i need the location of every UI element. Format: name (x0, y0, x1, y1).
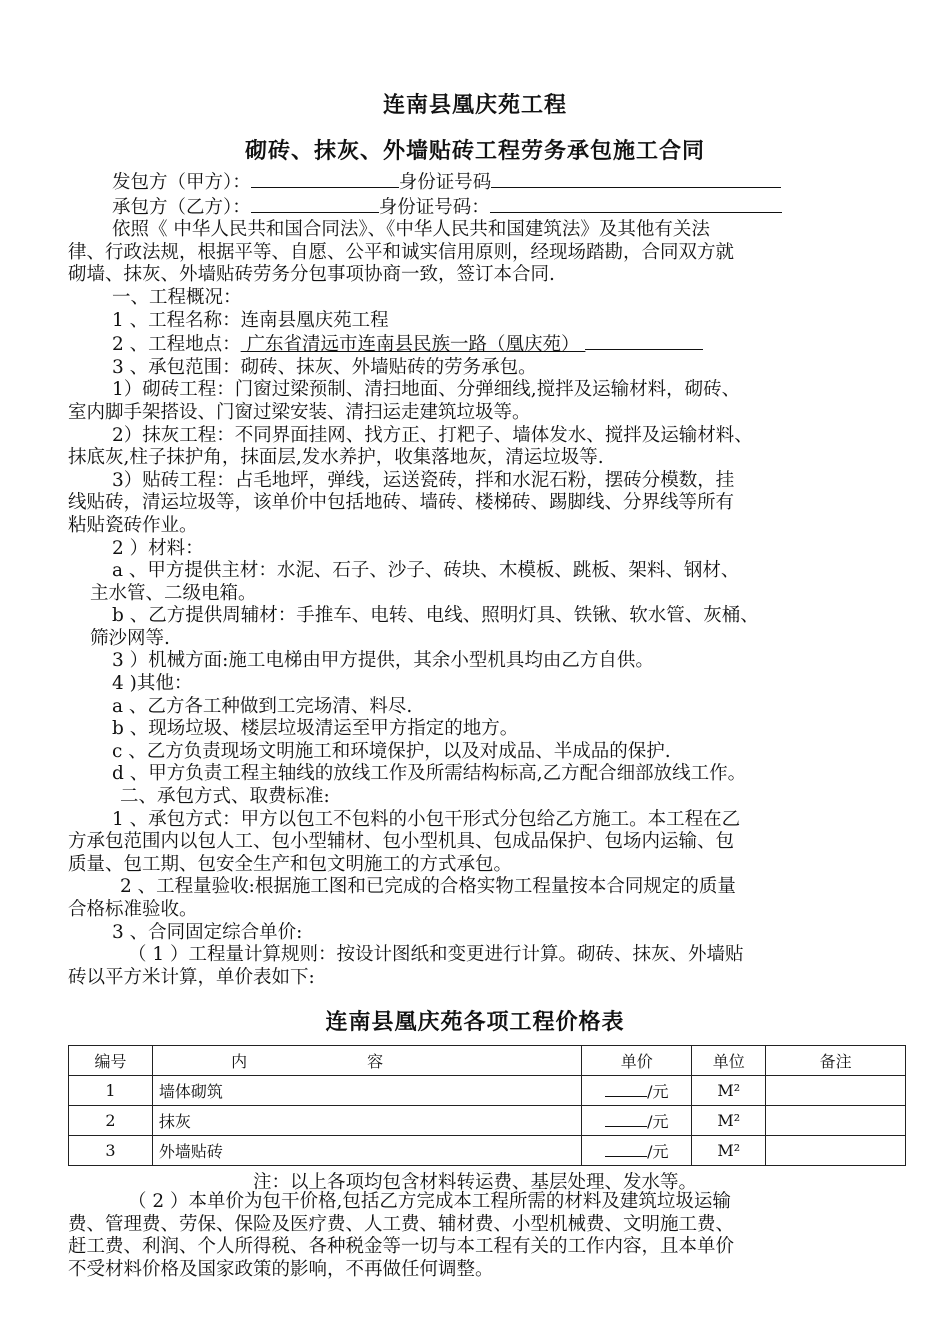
price-table-header (69, 1046, 906, 1076)
clause2-text: 不受材料价格及国家政策的影响，不再做任何调整。 (68, 1258, 494, 1280)
unit-price-suffix: /元 (647, 1112, 669, 1131)
unit-price-blank[interactable] (605, 1082, 647, 1097)
price-table (68, 1045, 906, 1166)
contract-title: 砌砖、抹灰、外墙贴砖工程劳务承包施工合同 (244, 139, 705, 164)
party-b-id-label: 身份证号码： (378, 196, 490, 218)
scope-text: 抹底灰,柱子抹护角，抹面层,发水养护，收集落地灰，清运垃圾等. (68, 447, 604, 469)
row-unit: M² (692, 1136, 766, 1166)
row-unit-price (582, 1076, 692, 1106)
party-a-name-blank[interactable] (251, 170, 399, 188)
materials-text: 筛沙网等. (90, 627, 170, 649)
section2-text: 砖以平方米计算，单价表如下: (68, 966, 315, 988)
row-item: 抹灰 (152, 1106, 581, 1136)
scope-text: 1）砌砖工程：门窗过梁预制、清扫地面、分弹细线,搅拌及运输材料，砌砖、 (112, 379, 741, 401)
row-number: 3 (69, 1136, 153, 1166)
project-scope-value: 砌砖、抹灰、外墙贴砖的劳务承包。 (240, 356, 537, 378)
contract-body (68, 170, 888, 989)
scope-text: 室内脚手架搭设、门窗过梁安装、清扫运走建筑垃圾等。 (68, 401, 531, 423)
row-unit-price (582, 1106, 692, 1136)
row-number: 1 (69, 1076, 153, 1106)
section1-heading: 一、工程概况： (112, 286, 242, 308)
price-table-title: 连南县凰庆苑各项工程价格表 (325, 1010, 625, 1035)
other-text: b 、现场垃圾、楼层垃圾清运至甲方指定的地方。 (112, 718, 519, 740)
row-unit: M² (692, 1076, 766, 1106)
unit-price-blank[interactable] (605, 1112, 647, 1127)
intro-line: 砌墙、抹灰、外墙贴砖劳务分包事项协商一致，签订本合同. (68, 264, 555, 286)
party-b-label: 承包方（乙方）： (112, 196, 251, 218)
project-site-line (68, 332, 888, 357)
section2-text: 质量、包工期、包安全生产和包文明施工的方式承包。 (68, 853, 513, 875)
row-remark[interactable] (766, 1076, 906, 1106)
party-a-label: 发包方（甲方）： (112, 172, 251, 193)
header-unit-price: 单价 (582, 1046, 692, 1076)
project-site-underline (585, 332, 703, 350)
scope-text: 粘贴瓷砖作业。 (68, 514, 198, 536)
scope-text: 线贴砖，清运垃圾等，该单价中包括地砖、墙砖、楼梯砖、踢脚线、分界线等所有 (68, 492, 735, 514)
project-site-value: 广东省清远市连南县民族一路（凰庆苑） (240, 334, 586, 356)
section2-heading: 二、承包方式、取费标准: (120, 786, 330, 808)
header-remarks: 备注 (766, 1046, 906, 1076)
intro-line: 依照《 中华人民共和国合同法》、《中华人民共和国建筑法》及其他有关法 (112, 219, 710, 241)
clause2-text: （ 2 ）本单价为包干价格,包括乙方完成本工程所需的材料及建筑垃圾运输 (128, 1191, 731, 1212)
project-scope-label: 3 、承包范围： (112, 356, 241, 378)
row-remark[interactable] (766, 1136, 906, 1166)
party-b-line (68, 195, 888, 220)
materials-text: 主水管、二级电箱。 (90, 582, 257, 604)
intro-line: 律、行政法规，根据平等、自愿、公平和诚实信用原则，经现场踏勘，合同双方就 (68, 241, 735, 263)
materials-text: b 、乙方提供周辅材：手推车、电转、电线、照明灯具、铁锹、软水管、灰桶、 (112, 605, 759, 627)
row-item: 墙体砌筑 (152, 1076, 581, 1106)
other-text: a 、乙方各工种做到工完场清、料尽. (112, 695, 413, 717)
section2-text: （ 1 ）工程量计算规则：按设计图纸和变更进行计算。砌砖、抹灰、外墙贴 (128, 944, 744, 966)
clause2-body (68, 1191, 888, 1281)
scope-text: 2）抹灰工程：不同界面挂网、找方正、打粑子、墙体发水、搅拌及运输材料、 (112, 424, 753, 446)
header-content: 内容 (152, 1046, 581, 1076)
other-text: d 、甲方负责工程主轴线的放线工作及所需结构标高,乙方配合细部放线工作。 (112, 763, 747, 785)
party-a-id-blank[interactable] (491, 170, 781, 188)
unit-price-blank[interactable] (605, 1142, 647, 1157)
unit-price-suffix: /元 (647, 1142, 669, 1161)
row-item: 外墙贴砖 (152, 1136, 581, 1166)
materials-text: a 、甲方提供主材：水泥、石子、沙子、砖块、木模板、跳板、架料、钢材、 (112, 560, 740, 582)
row-remark[interactable] (766, 1106, 906, 1136)
table-row (69, 1106, 906, 1136)
section2-text: 2 、工程量验收:根据施工图和已完成的合格实物工程量按本合同规定的质量 (120, 876, 736, 898)
section2-text: 合格标准验收。 (68, 899, 198, 920)
other-text: c 、乙方负责现场文明施工和环境保护，以及对成品、半成品的保护. (112, 740, 671, 762)
project-name-value: 连南县凰庆苑工程 (240, 309, 389, 331)
header-number: 编号 (69, 1046, 153, 1076)
party-a-line (68, 170, 888, 195)
section2-text: 3 、合同固定综合单价: (112, 921, 303, 943)
clause2-text: 费、管理费、劳保、保险及医疗费、人工费、辅材费、小型机械费、文明施工费、 (68, 1213, 735, 1235)
row-unit-price (582, 1136, 692, 1166)
header-unit: 单位 (692, 1046, 766, 1076)
scope-text: 3）贴砖工程：占毛地坪，弹线，运送瓷砖，拌和水泥石粉，摆砖分模数，挂 (112, 469, 735, 491)
row-unit: M² (692, 1106, 766, 1136)
table-row (69, 1076, 906, 1106)
party-a-id-label: 身份证号码 (398, 172, 492, 193)
table-row (69, 1136, 906, 1166)
project-title: 连南县凰庆苑工程 (382, 93, 567, 118)
section2-text: 1 、承包方式：甲方以包工不包料的小包干形式分包给乙方施工。本工程在乙 (112, 808, 741, 830)
machinery-text: 3 ）机械方面:施工电梯由甲方提供，其余小型机具均由乙方自供。 (112, 650, 654, 672)
project-name-line (68, 310, 888, 333)
materials-heading: 2 ）材料： (112, 537, 204, 559)
section2-text: 方承包范围内以包人工、包小型辅材、包小型机具、包成品保护、包场内运输、包 (68, 831, 735, 853)
party-b-id-blank[interactable] (490, 195, 782, 213)
row-number: 2 (69, 1106, 153, 1136)
unit-price-suffix: /元 (647, 1082, 669, 1101)
other-heading: 4 )其他： (112, 673, 193, 695)
price-note: 注：以上各项均包含材料转运费、基层处理、发水等。 (252, 1172, 697, 1193)
project-scope-line (68, 357, 888, 380)
project-name-label: 1 、工程名称： (112, 309, 241, 331)
project-site-label: 2 、工程地点： (112, 334, 241, 356)
party-b-name-blank[interactable] (251, 195, 379, 213)
clause2-text: 赶工费、利润、个人所得税、各种税金等一切与本工程有关的工作内容，且本单价 (68, 1236, 735, 1258)
